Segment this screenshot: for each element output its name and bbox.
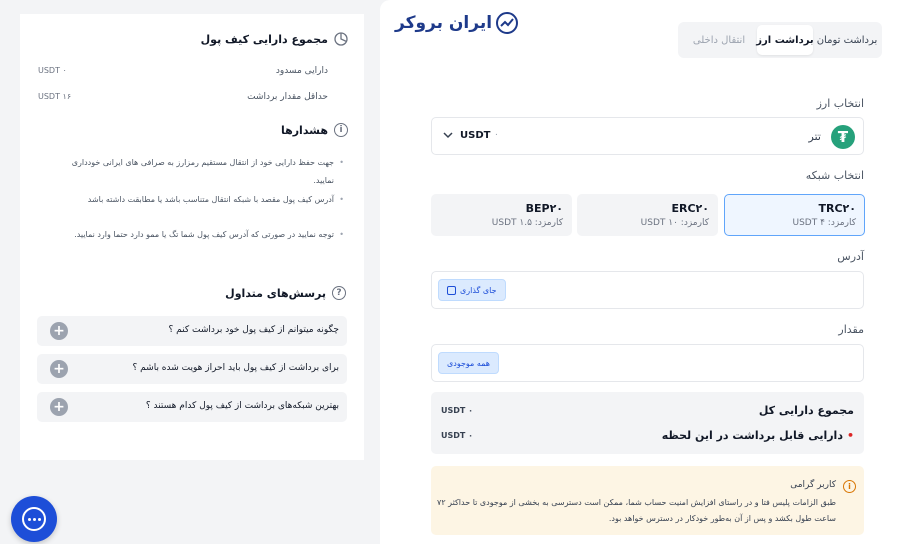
amount-input[interactable] xyxy=(431,344,864,382)
faq-title: پرسش‌های متداول xyxy=(225,286,326,300)
kv-value: USDT ۱۶ xyxy=(38,92,72,101)
withdrawable-value: USDT ۰ xyxy=(441,431,474,440)
faq-question: برای برداشت از کیف پول باید احراز هویت شده باشم ؟ xyxy=(132,363,339,373)
tab-crypto-withdraw[interactable]: برداشت ارز xyxy=(757,25,813,55)
total-balance-label: مجموع دارایی کل xyxy=(758,404,854,417)
network-option-bep20[interactable] xyxy=(431,194,572,236)
warnings-title: هشدارها xyxy=(280,123,328,137)
faq-item[interactable] xyxy=(37,354,347,384)
info-panel xyxy=(20,14,364,460)
security-notice xyxy=(431,466,864,535)
notice-title: کاربر گرامی xyxy=(790,480,836,490)
chevron-down-icon xyxy=(441,128,455,142)
brand-name: ایران بروکر xyxy=(395,13,493,33)
paste-button[interactable] xyxy=(438,279,506,301)
currency-code: USDT xyxy=(460,130,491,141)
network-fee: کارمزد: ۱۰ USDT xyxy=(640,218,709,228)
withdrawable-label-wrap xyxy=(662,429,854,442)
min-withdraw-row xyxy=(38,92,328,102)
brand-logo[interactable] xyxy=(395,12,518,34)
clipboard-icon xyxy=(447,286,456,295)
currency-name: تتر xyxy=(808,130,821,143)
trend-icon xyxy=(496,12,518,34)
total-balance-value: USDT ۰ xyxy=(441,406,474,415)
kv-label: دارایی مسدود xyxy=(275,66,328,76)
chat-bubble-icon xyxy=(22,507,46,531)
plus-icon[interactable]: + xyxy=(50,360,68,378)
info-icon: i xyxy=(843,480,856,493)
notice-text: طبق الزامات پلیس فتا و در راستای افزایش امنیت حساب شما، ممکن است دسترسی به بخشی از موجودی تا حداکثر ۷۲ ساعت طول بکشد و پس از آن به‌طور خودکار در دسترس خواهد بود. xyxy=(437,498,836,523)
info-icon: i xyxy=(334,123,348,137)
network-name: BEP۲۰ xyxy=(525,202,563,215)
network-option-trc20[interactable] xyxy=(724,194,865,236)
faq-item[interactable] xyxy=(37,392,347,422)
all-balance-button[interactable]: همه موجودی xyxy=(438,352,499,374)
network-fee: کارمزد: ۱.۵ USDT xyxy=(491,218,563,228)
support-chat-button[interactable] xyxy=(11,496,57,542)
withdraw-tabs xyxy=(678,22,882,58)
warning-item: • جهت حفظ دارایی خود از انتقال مستقیم رمزارز به صرافی های ایرانی خودداری نمایید. xyxy=(52,154,344,190)
blocked-balance-row xyxy=(38,66,328,76)
faq-question: چگونه میتوانم از کیف پول خود برداشت کنم ؟ xyxy=(168,325,339,335)
warning-item: • آدرس کیف پول مقصد با شبکه انتقال متناسب باشد یا مطابقت داشته باشد xyxy=(52,191,344,209)
network-label: انتخاب شبکه xyxy=(805,169,864,182)
plus-icon[interactable]: + xyxy=(50,322,68,340)
wallet-info-title: مجموع دارایی کیف پول xyxy=(200,32,328,46)
pie-chart-icon xyxy=(334,32,348,46)
network-fee: کارمزد: ۴ USDT xyxy=(792,218,856,228)
plus-icon[interactable]: + xyxy=(50,398,68,416)
balance-summary xyxy=(431,392,864,454)
network-option-erc20[interactable] xyxy=(577,194,718,236)
faq-item[interactable] xyxy=(37,316,347,346)
amount-label: مقدار xyxy=(838,323,864,336)
network-name: ERC۲۰ xyxy=(671,202,709,215)
network-name: TRC۲۰ xyxy=(818,202,856,215)
address-input[interactable] xyxy=(431,271,864,309)
faq-question: بهترین شبکه‌های برداشت از کیف پول کدام هستند ؟ xyxy=(145,401,339,411)
tab-internal-transfer[interactable]: انتقال داخلی xyxy=(692,34,746,46)
tether-icon: ₮ xyxy=(831,125,855,149)
currency-select[interactable] xyxy=(431,117,864,155)
paste-button-label: جای گذاری xyxy=(460,285,497,295)
kv-value: USDT ۰ xyxy=(38,66,67,75)
tab-toman-withdraw[interactable]: برداشت تومان xyxy=(816,34,878,46)
required-dot: • xyxy=(846,429,854,442)
address-label: آدرس xyxy=(837,250,864,263)
help-icon: ? xyxy=(332,286,346,300)
kv-label: حداقل مقدار برداشت xyxy=(247,92,328,102)
currency-label: انتخاب ارز xyxy=(816,97,864,110)
currency-balance: ۰ xyxy=(494,130,499,140)
withdrawable-label: دارایی قابل برداشت در این لحظه xyxy=(661,429,843,442)
warning-item: • توجه نمایید در صورتی که آدرس کیف پول شما تگ یا ممو دارد حتما وارد نمایید. xyxy=(52,226,344,244)
